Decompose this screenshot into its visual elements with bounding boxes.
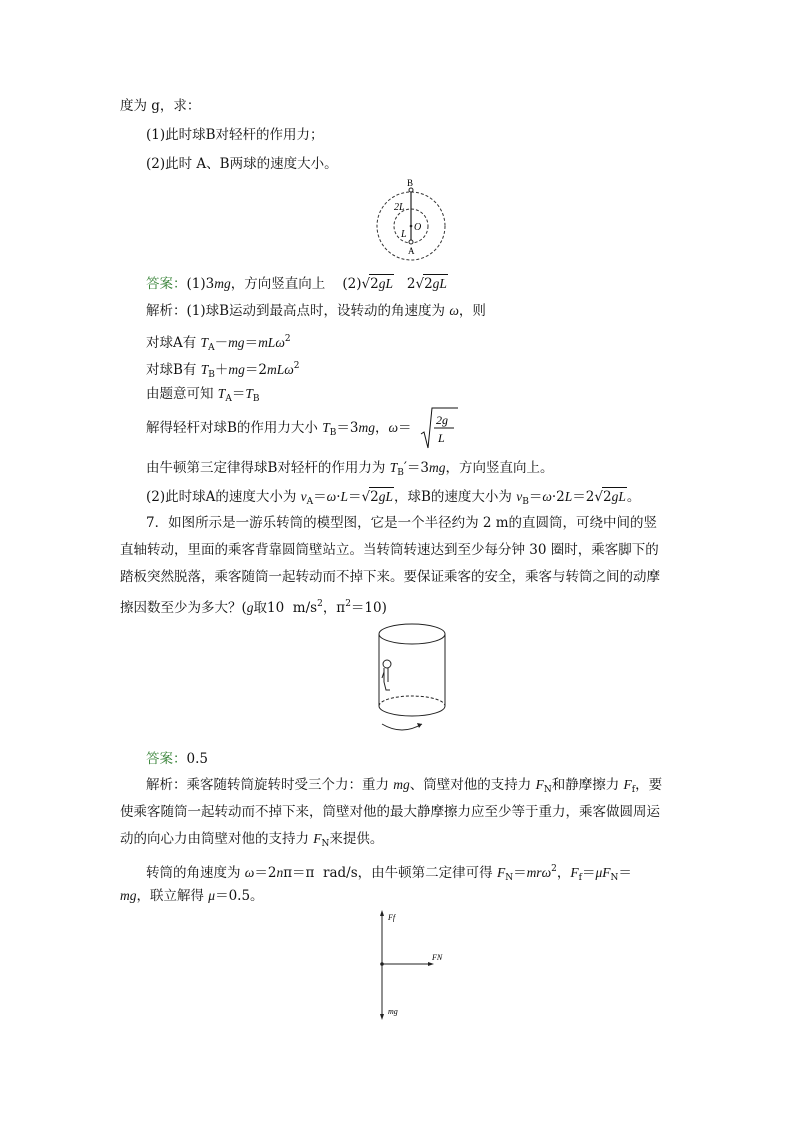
force-diagram-figure [370, 908, 450, 1024]
solution-2-line-2: 使乘客随筒一起转动而不掉下来，筒壁对他的最大静摩擦力应至少等于重力，乘客做圆周运 [120, 804, 660, 820]
problem-text-line-1: 度为 g，求： [120, 98, 201, 114]
solution-1-line-2: 对球A有 $T_A-mg=mL\omega^2$ [146, 334, 291, 353]
solution-1-line-7: (2)此时球A的速度大小为 $v_A=\omega\cdot L=√2gL$，球B的速度大小为 $v_B=\omega\cdot 2L=2√2gL$。 [146, 489, 641, 507]
cylinder-bottom-back [379, 696, 445, 706]
problem-question-2: (2)此时 A、B两球的速度大小。 [146, 156, 338, 172]
sqrt-fraction-2g-over-l [420, 404, 460, 452]
answer-label: 答案： [146, 276, 187, 292]
rotation-arrow [382, 724, 422, 730]
solution-1-line-6: 由牛顿第三定律得球B对轻杆的作用力为 $T_B'=3mg$，方向竖直向上。 [146, 460, 554, 478]
solution-1-line-5: 解得轻杆对球B的作用力大小 $T_B=3mg$，ω＝ [146, 420, 412, 438]
question-7-line-1: 7．如图所示是一游乐转筒的模型图，它是一个半径约为 2 m的直圆筒，可绕中间的竖 [146, 515, 658, 531]
rotating-rod-figure [370, 176, 450, 262]
rotating-cylinder-figure [372, 618, 458, 736]
pivot-o [410, 225, 413, 228]
solution-2-line-4: 转筒的角速度为 ω＝2nπ＝π rad/s，由牛顿第二定律可得 $F_N=mr\omega^2$，$F_f=\mu F_N=$ [146, 864, 632, 883]
question-7-line-4: 擦因数至少为多大？(g取10 $m/s^2$，$\pi^2=10$) [120, 599, 387, 616]
problem-question-1: (1)此时球B对轻杆的作用力； [146, 127, 324, 143]
ball-a [409, 240, 413, 244]
answer-1-line: 答案：(1)3mg，方向竖直向上 (2)√2gL 2√2gL [146, 276, 447, 292]
answer-2-line [146, 750, 208, 768]
solution-1-line-4: 由题意可知 $T_A=T_B$ [146, 386, 260, 404]
label-a: A [408, 246, 415, 256]
question-7-line-2: 直轴转动，里面的乘客背靠圆筒壁站立。当转筒转速达到至少每分钟 30 圈时，乘客脚下的 [120, 542, 659, 558]
label-b: B [407, 178, 414, 188]
label-fn: FN [432, 953, 443, 962]
solution-2-line-3: 动的向心力由筒壁对他的支持力 $F_N$来提供。 [120, 831, 384, 849]
cylinder-bottom-front [379, 706, 445, 716]
svg-text:2g: 2g [436, 413, 448, 427]
origin-point [380, 962, 384, 966]
solution-1-line-1: 解析：(1)球B运动到最高点时，设转动的角速度为 ω，则 [146, 303, 486, 319]
label-o: O [414, 222, 422, 233]
label-ff: Ff [388, 913, 396, 922]
answer-2-value: 0.5 [186, 751, 208, 767]
solution-1-line-3: 对球B有 $T_B+mg=2mL\omega^2$ [146, 361, 300, 380]
label-l: L [401, 229, 407, 240]
solution-2-line-5: mg，联立解得 μ＝0.5。 [120, 888, 264, 904]
answer-label-2: 答案： [146, 751, 187, 767]
label-2l: 2L [394, 202, 405, 213]
ball-b [409, 188, 413, 192]
label-mg: mg [388, 1007, 398, 1016]
question-7-line-3: 踏板突然脱落，乘客随筒一起转动而不掉下来。要保证乘客的安全，乘客与转筒之间的动摩 [120, 569, 660, 585]
passenger-icon [382, 660, 391, 690]
solution-2-line-1: 解析：乘客随转筒旋转时受三个力：重力 mg、筒壁对他的支持力 $F_N$和静摩擦力 $F_f$，要 [146, 777, 663, 795]
svg-text:L: L [438, 431, 445, 445]
cylinder-top [379, 624, 445, 644]
